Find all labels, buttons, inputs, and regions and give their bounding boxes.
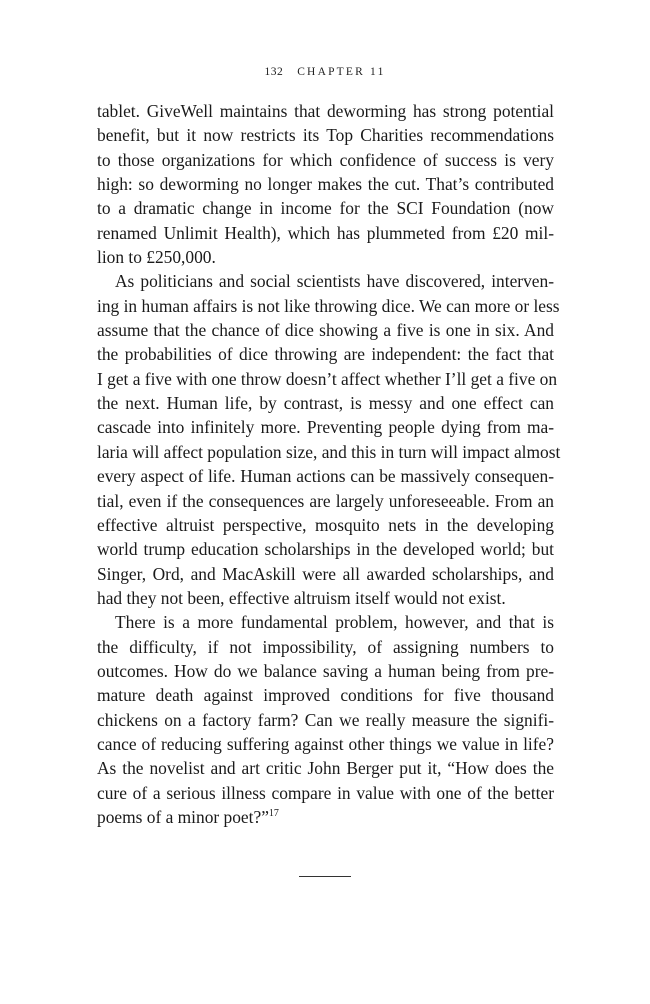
last-line-text: poems of a minor poet?” xyxy=(97,806,269,827)
page-number: 132 xyxy=(264,66,284,78)
text-line: tablet. GiveWell maintains that deworming has strong potential xyxy=(97,101,554,121)
text-line: ing in human affairs is not like throwing dice. We can more or less xyxy=(97,295,560,316)
text-line: I get a five with one throw doesn’t affect whether I’ll get a five on xyxy=(97,368,558,389)
text-line: outcomes. How do we balance saving a human being from pre- xyxy=(97,660,554,681)
text-line: every aspect of life. Human actions can be massively consequen- xyxy=(97,466,554,487)
text-line: cure of a serious illness compare in value with one of the better xyxy=(97,782,554,803)
text-line: tial, even if the consequences are largely unforeseeable. From an xyxy=(97,490,554,511)
text-line: the next. Human life, by contrast, is messy and one effect can xyxy=(97,393,554,414)
chapter-title: CHAPTER 11 xyxy=(297,66,386,78)
paragraph-3 xyxy=(97,610,554,829)
text-line: benefit, but it now restricts its Top Charities recommendations xyxy=(97,125,554,146)
text-line: the difficulty, if not impossibility, of assigning numbers to xyxy=(97,636,554,657)
text-line: effective altruist perspective, mosquito nets in the developing xyxy=(97,514,554,535)
text-line: assume that the chance of dice showing a five is one in six. And xyxy=(97,320,554,341)
text-line: laria will affect population size, and this in turn will impact almost xyxy=(97,441,561,462)
text-line: As politicians and social scientists have discovered, interven- xyxy=(115,271,554,292)
text-line: had they not been, effective altruism itself would not exist. xyxy=(97,587,506,608)
text-line: chickens on a factory farm? Can we really measure the signifi- xyxy=(97,709,554,730)
running-head xyxy=(0,66,650,78)
text-line: renamed Unlimit Health), which has plummeted from £20 mil- xyxy=(97,222,554,243)
section-break-rule xyxy=(299,876,351,877)
text-line: There is a more fundamental problem, however, and that is xyxy=(115,612,554,633)
text-line: to those organizations for which confidence of success is very xyxy=(97,149,554,170)
text-line: world trump education scholarships in the developed world; but xyxy=(97,539,554,560)
text-line: mature death against improved conditions for five thousand xyxy=(97,685,554,706)
text-line: Singer, Ord, and MacAskill were all awarded scholarships, and xyxy=(97,563,554,584)
text-line: cance of reducing suffering against other things we value in life? xyxy=(97,733,554,754)
text-line xyxy=(97,805,554,829)
paragraph-1 xyxy=(97,99,554,269)
text-line: As the novelist and art critic John Berger put it, “How does the xyxy=(97,758,554,779)
footnote-reference[interactable]: 17 xyxy=(268,807,279,819)
body-text xyxy=(97,99,561,829)
text-line: to a dramatic change in income for the SCI Foundation (now xyxy=(97,198,554,219)
paragraph-2 xyxy=(97,269,561,610)
text-line: high: so deworming no longer makes the cut. That’s contributed xyxy=(97,174,554,195)
text-line: lion to £250,000. xyxy=(97,247,216,268)
text-line: cascade into infinitely more. Preventing people dying from ma- xyxy=(97,417,554,438)
text-line: the probabilities of dice throwing are independent: the fact that xyxy=(97,344,554,365)
